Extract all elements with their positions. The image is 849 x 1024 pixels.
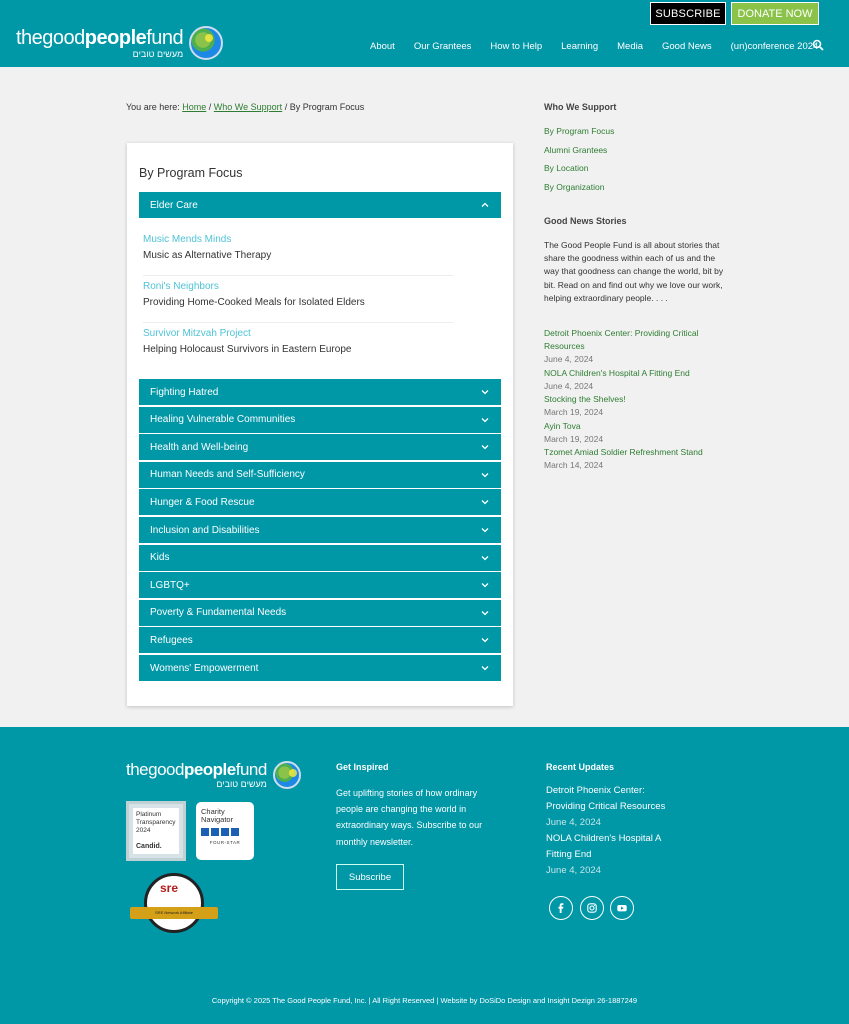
site-logo[interactable] [16,26,223,60]
accordion-label: Hunger & Food Rescue [150,496,255,508]
program-focus-card [127,143,513,706]
charity-navigator-badge[interactable] [196,802,254,860]
program-link[interactable]: Roni's Neighbors [143,281,219,292]
sidebar-link-by-location[interactable]: By Location [544,163,589,173]
program-link[interactable]: Survivor Mitzvah Project [143,328,251,339]
footer-update-item [546,783,686,831]
badge-text: Transparency [136,819,176,826]
chevron-down-icon [481,636,489,644]
divider [143,322,453,323]
globe-logo-icon [189,26,223,60]
badge-text: Navigator [201,815,234,824]
news-date: March 19, 2024 [544,407,604,418]
nav-item-learning[interactable]: Learning [561,41,599,52]
news-date: June 4, 2024 [544,354,594,365]
footer-update-item [546,831,686,879]
four-star-rating [201,828,249,836]
badge-text: 2024 [136,827,151,834]
logo-hebrew: מעשים טובים [132,48,184,59]
sidebar-link-alumni-grantees[interactable]: Alumni Grantees [544,145,608,155]
accordion-header-poverty-fundamental-needs[interactable] [139,600,501,626]
program-description: Helping Holocaust Survivors in Eastern Europe [143,344,352,355]
page-title: By Program Focus [139,166,243,180]
program-item [143,281,365,308]
accordion-header-lgbtq[interactable] [139,572,501,598]
accordion-header-kids[interactable] [139,545,501,571]
chevron-down-icon [481,609,489,617]
accordion-header-refugees[interactable] [139,627,501,653]
badge-text: Charity [201,807,225,816]
news-item [544,420,603,446]
news-date: June 4, 2024 [544,381,594,392]
footer-logo[interactable] [126,761,301,789]
good-news-intro: The Good People Fund is all about stories that share the goodness within each of us and the way that goodness can change the world, bit by bit. Read on and find out why we love our work, helping extraordinary people. . . . [544,240,724,303]
sre-logo-text: sre [160,881,179,895]
accordion-label: Womens' Empowerment [150,662,259,674]
program-link[interactable]: Music Mends Minds [143,234,232,245]
breadcrumb-current: By Program Focus [289,102,365,112]
sre-network-badge[interactable] [130,873,218,935]
accordion-label: Kids [150,552,170,564]
chevron-down-icon [481,664,489,672]
chevron-down-icon [481,554,489,562]
chevron-up-icon [481,201,489,209]
news-item [544,327,719,367]
sre-ribbon: SRE Network Affiliate [130,907,218,919]
news-item [544,393,626,419]
chevron-down-icon [481,471,489,479]
search-icon[interactable] [812,39,824,51]
newsletter-pitch: Get uplifting stories of how ordinary people are changing the world in extraordinary ways. Subscribe to our monthly newsletter. [336,788,483,847]
logo-wordmark: thegoodpeoplefund [16,26,184,49]
logo-hebrew: מעשים טובים [216,779,267,789]
site-header [0,0,849,67]
footer-heading-get-inspired: Get Inspired [336,762,389,772]
accordion-label: Human Needs and Self-Sufficiency [150,469,305,481]
news-link[interactable]: NOLA Children's Hospital A Fitting End [544,368,690,378]
accordion-label: Elder Care [150,199,198,211]
main-nav [370,41,837,52]
footer-update-link[interactable]: NOLA Children's Hospital A Fitting End [546,833,661,860]
chevron-down-icon [481,498,489,506]
globe-logo-icon [273,761,301,789]
nav-item-how-to-help[interactable]: How to Help [490,41,543,52]
accordion-header-human-needs-and-self-sufficiency[interactable] [139,462,501,488]
donate-button[interactable]: DONATE NOW [731,2,819,25]
nav-item-our-grantees[interactable]: Our Grantees [413,41,472,52]
program-description: Music as Alternative Therapy [143,250,272,261]
accordion-label: Fighting Hatred [150,386,219,398]
accordion-label: Health and Well-being [150,441,249,453]
breadcrumb-prefix: You are here: [126,102,180,112]
accordion-header-health-and-well-being[interactable] [139,434,501,460]
breadcrumb-who-we-support-link[interactable]: Who We Support [213,102,283,112]
program-description: Providing Home-Cooked Meals for Isolated Elders [143,297,365,308]
instagram-icon[interactable] [580,896,604,920]
footer-update-link[interactable]: Detroit Phoenix Center: Providing Critical Resources [546,785,666,812]
accordion-header-fighting-hatred[interactable] [139,379,501,405]
footer-update-date: June 4, 2024 [546,817,601,828]
divider [143,275,453,276]
logo-wordmark: thegoodpeoplefund [126,760,267,779]
accordion-label: LGBTQ+ [150,579,190,591]
news-link[interactable]: Tzomet Amiad Soldier Refreshment Stand [544,447,703,457]
nav-item-media[interactable]: Media [617,41,643,52]
news-item [544,446,703,472]
accordion-label: Healing Vulnerable Communities [150,414,296,426]
accordion-header-hunger-food-rescue[interactable] [139,489,501,515]
breadcrumb [126,102,364,112]
news-link[interactable]: Ayin Tova [544,421,581,431]
accordion-header-healing-vulnerable-communities[interactable] [139,407,501,433]
nav-item-unconference[interactable]: (un)conference 2024 [730,41,819,52]
candid-brand: Candid. [136,843,162,850]
footer-heading-recent-updates: Recent Updates [546,762,615,772]
news-item [544,367,690,393]
sidebar-heading-who-we-support: Who We Support [544,102,617,112]
breadcrumb-home-link[interactable]: Home [182,102,207,112]
chevron-down-icon [481,443,489,451]
breadcrumb-separator: / [208,102,212,112]
chevron-down-icon [481,526,489,534]
accordion-label: Inclusion and Disabilities [150,524,260,536]
footer-subscribe-button[interactable]: Subscribe [336,864,404,890]
chevron-down-icon [481,388,489,396]
accordion-header-inclusion-and-disabilities[interactable] [139,517,501,543]
news-link[interactable]: Detroit Phoenix Center: Providing Critical Resources [544,328,699,352]
subscribe-button[interactable]: SUBSCRIBE [650,2,726,25]
badge-text: FOUR-STAR [209,840,241,845]
badge-text: Platinum [136,811,162,818]
news-date: March 19, 2024 [544,434,604,445]
chevron-down-icon [481,581,489,589]
nav-item-about[interactable]: About [370,41,395,52]
news-link[interactable]: Stocking the Shelves! [544,394,626,404]
sidebar-heading-good-news: Good News Stories [544,216,627,226]
accordion-header-elder-care[interactable] [139,192,501,218]
copyright-notice: Copyright © 2025 The Good People Fund, Inc. | All Right Reserved | Website by DoSiDo Design and Insight Dezign 26-1887249 [211,996,638,1005]
facebook-icon[interactable] [549,896,573,920]
program-item [143,234,271,261]
accordion-label: Refugees [150,634,193,646]
youtube-icon[interactable] [610,896,634,920]
sidebar-link-by-program-focus[interactable]: By Program Focus [544,126,615,136]
chevron-down-icon [481,416,489,424]
footer-update-date: June 4, 2024 [546,865,601,876]
accordion-header-womens-empowerment[interactable] [139,655,501,681]
news-date: March 14, 2024 [544,460,604,471]
breadcrumb-separator: / [284,102,288,112]
site-footer [0,727,849,1024]
sidebar-link-by-organization[interactable]: By Organization [544,182,605,192]
nav-item-good-news[interactable]: Good News [662,41,712,52]
candid-transparency-badge[interactable] [126,801,186,861]
program-item [143,328,351,355]
accordion-label: Poverty & Fundamental Needs [150,607,287,619]
